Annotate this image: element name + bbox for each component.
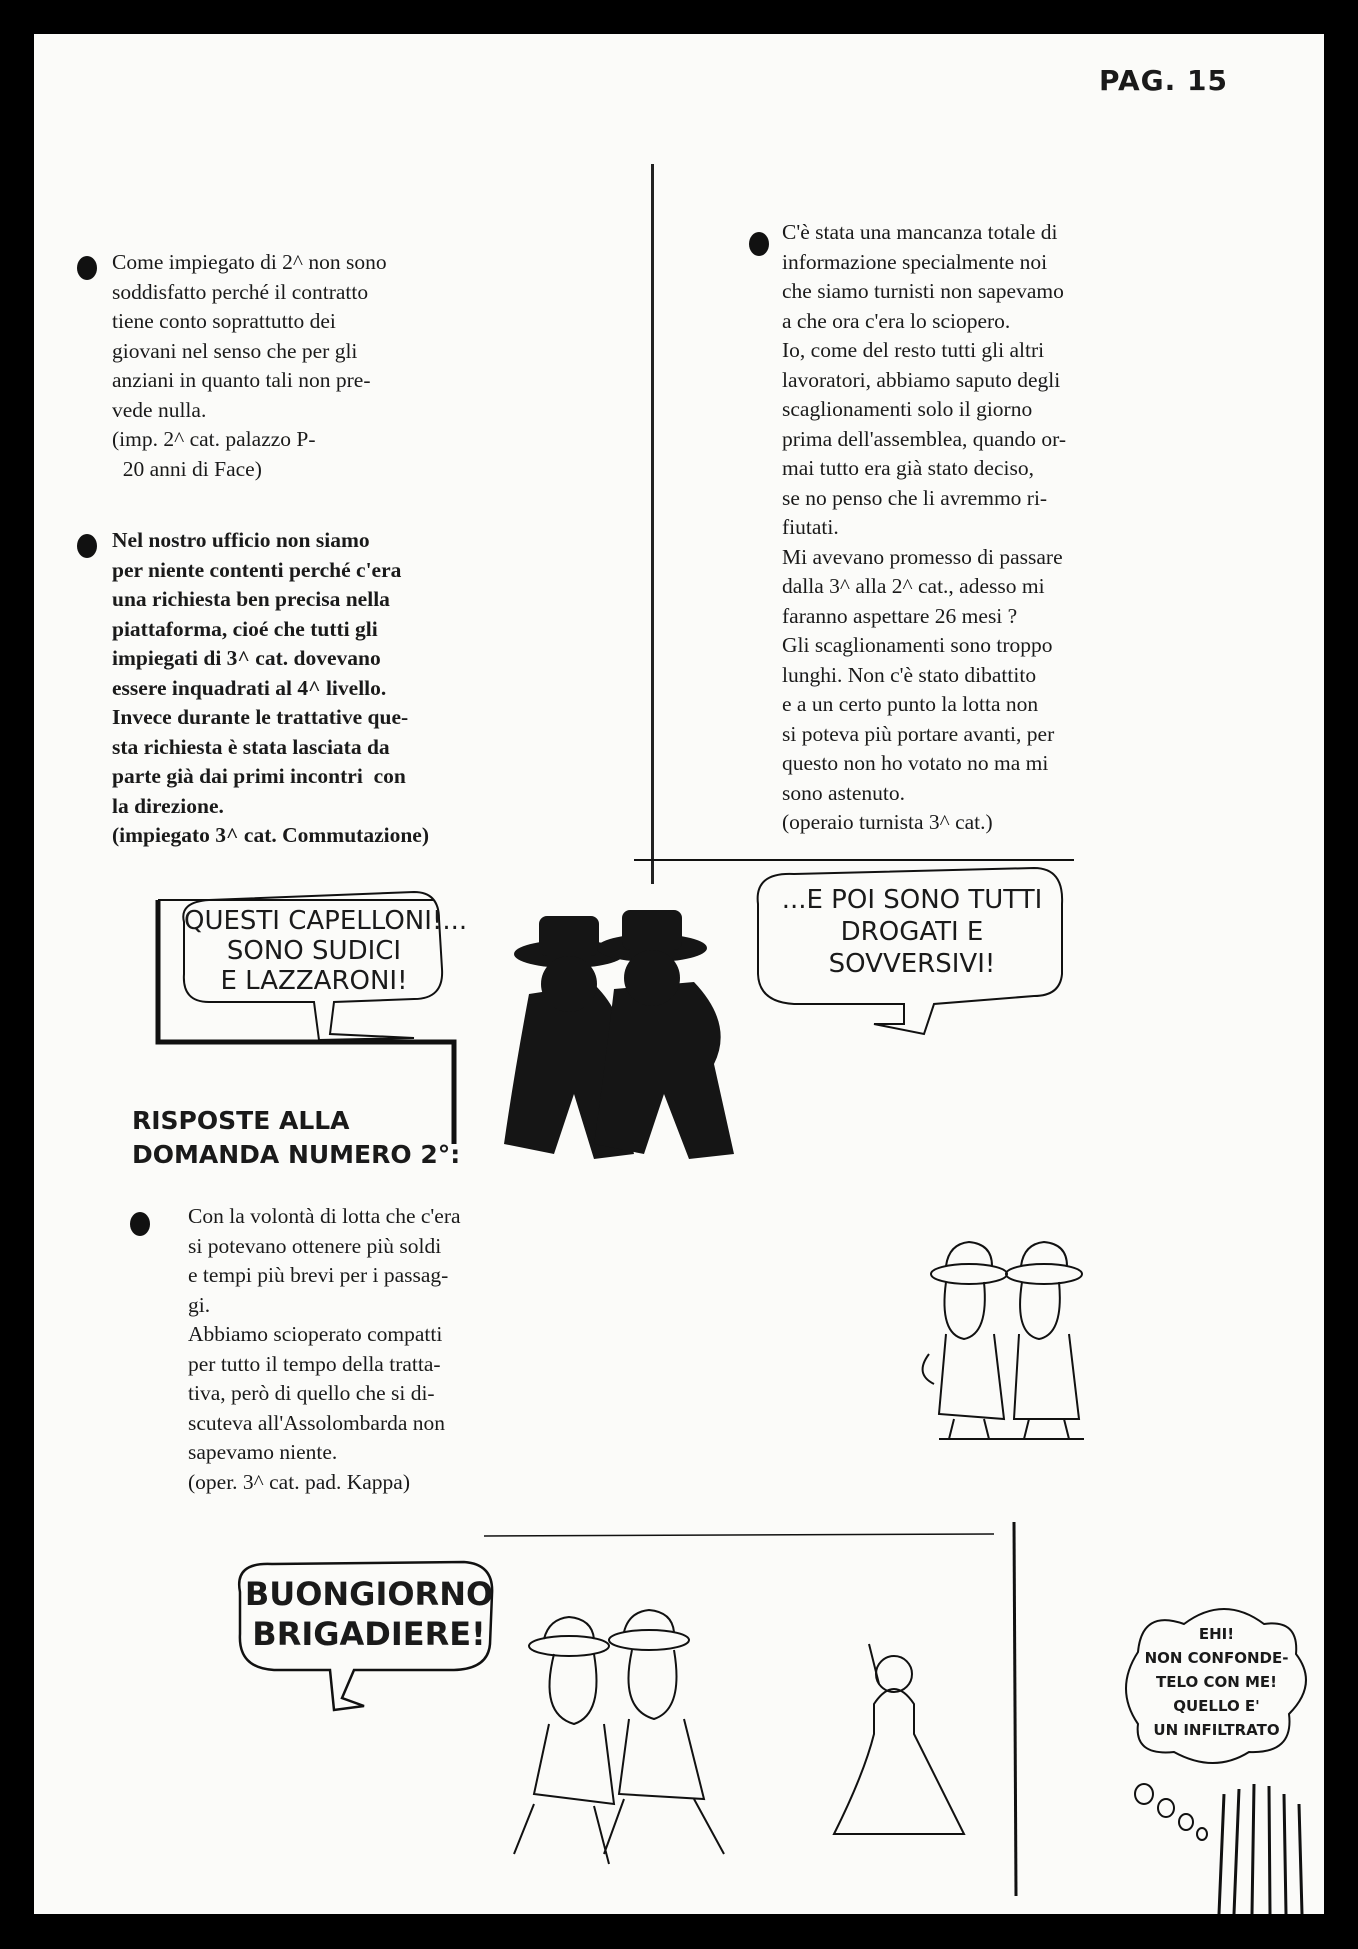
text-line: (imp. 2^ cat. palazzo P-	[112, 427, 316, 451]
text-line: che siamo turnisti non sapevamo	[782, 279, 1064, 303]
text-line: per niente contenti perché c'era	[112, 557, 402, 582]
text-line: Nel nostro ufficio non siamo	[112, 528, 370, 552]
bubble-text-1	[184, 906, 468, 996]
text-line: scuteva all'Assolombarda non	[188, 1410, 446, 1435]
line-figures-bottom	[514, 1610, 964, 1864]
text-line: a che ora c'era lo sciopero.	[782, 308, 1011, 333]
text-line: TELO CON ME!	[1155, 1673, 1278, 1691]
text-line: QUELLO E'	[1173, 1697, 1260, 1715]
text-line: impiegati di 3^ cat. dovevano	[112, 646, 381, 670]
text-line: per tutto il tempo della tratta-	[188, 1351, 441, 1376]
thought-circles-icon	[1135, 1784, 1207, 1840]
text-line: (oper. 3^ cat. pad. Kappa)	[188, 1469, 411, 1494]
text-line: SONO SUDICI	[226, 936, 402, 966]
text-line: questo non ho votato no ma mi	[782, 751, 1049, 775]
text-line: sono astenuto.	[782, 780, 906, 805]
silhouette-figures	[504, 910, 734, 1159]
text-line: si potevano ottenere più soldi	[188, 1233, 442, 1258]
text-line: 20 anni di Face)	[112, 456, 262, 481]
text-line: la direzione.	[112, 793, 224, 818]
text-line: tiene conto soprattutto dei	[112, 309, 336, 333]
bubble-text-4	[1134, 1622, 1299, 1742]
text-line: DOMANDA NUMERO 2°:	[132, 1140, 461, 1169]
text-line: E LAZZARONI!	[220, 966, 408, 996]
text-line: prima dell'assemblea, quando or-	[782, 426, 1067, 451]
text-line: mai tutto era già stato deciso,	[782, 456, 1034, 480]
text-line: lavoratori, abbiamo saputo degli	[782, 367, 1061, 392]
text-line: scaglionamenti solo il giorno	[782, 397, 1033, 421]
text-line: Invece durante le trattative que-	[112, 705, 409, 729]
text-line: giovani nel senso che per gli	[112, 338, 358, 363]
bubble-text-3	[244, 1574, 494, 1654]
text-line: gi.	[188, 1292, 211, 1317]
text-line: tiva, però di quello che si di-	[188, 1381, 435, 1405]
text-line: Gli scaglionamenti sono troppo	[782, 633, 1053, 657]
text-line: essere inquadrati al 4^ livello.	[112, 675, 387, 700]
text-line: faranno aspettare 26 mesi ?	[782, 603, 1018, 628]
text-line: (operaio turnista 3^ cat.)	[782, 810, 993, 834]
text-line: e a un certo punto la lotta non	[782, 692, 1039, 716]
text-line: C'è stata una mancanza totale di	[782, 220, 1058, 244]
text-line: soddisfatto perché il contratto	[112, 279, 369, 304]
text-line: DROGATI E	[840, 917, 984, 947]
text-line: RISPOSTE ALLA	[132, 1106, 350, 1135]
text-line: anziani in quanto tali non pre-	[112, 368, 371, 392]
text-line: vede nulla.	[112, 397, 207, 422]
text-line: NON CONFONDE-	[1144, 1649, 1289, 1667]
text-line: ...E POI SONO TUTTI	[781, 885, 1043, 915]
text-line: si poteva più portare avanti, per	[782, 721, 1055, 746]
text-line: Come impiegato di 2^ non sono	[112, 250, 387, 274]
text-line: (impiegato 3^ cat. Commutazione)	[112, 823, 430, 847]
text-line: dalla 3^ alla 2^ cat., adesso mi	[782, 574, 1045, 598]
text-line: una richiesta ben precisa nella	[112, 587, 390, 611]
text-line: QUESTI CAPELLONI!...	[184, 906, 468, 936]
text-line: BRIGADIERE!	[252, 1615, 486, 1653]
text-line: BUONGIORNO	[244, 1575, 494, 1613]
text-line: se no penso che li avremmo ri-	[782, 485, 1048, 510]
text-line: sapevamo niente.	[188, 1440, 338, 1464]
bearded-face-icon	[1219, 1784, 1302, 1914]
text-line: Io, come del resto tutti gli altri	[782, 338, 1045, 362]
text-line: piattaforma, cioé che tutti gli	[112, 616, 378, 641]
text-line: informazione specialmente noi	[782, 249, 1048, 274]
text-line: Mi avevano promesso di passare	[782, 544, 1063, 569]
text-line: fiutati.	[782, 515, 839, 539]
text-line: Con la volontà di lotta che c'era	[188, 1204, 461, 1228]
text-line: lunghi. Non c'è stato dibattito	[782, 662, 1037, 687]
bubble-text-2	[762, 884, 1062, 980]
text-line: parte già dai primi incontri con	[112, 764, 406, 788]
text-line: EHI!	[1198, 1625, 1235, 1643]
line-figures-right	[923, 1242, 1084, 1439]
text-line: sta richiesta è stata lasciata da	[112, 734, 390, 759]
text-line: e tempi più brevi per i passag-	[188, 1263, 449, 1287]
text-line: SOVVERSIVI!	[828, 949, 996, 979]
document-page	[34, 34, 1324, 1914]
text-line: UN INFILTRATO	[1153, 1721, 1280, 1739]
page-number: PAG. 15	[1099, 64, 1228, 97]
text-line: Abbiamo scioperato compatti	[188, 1322, 443, 1346]
